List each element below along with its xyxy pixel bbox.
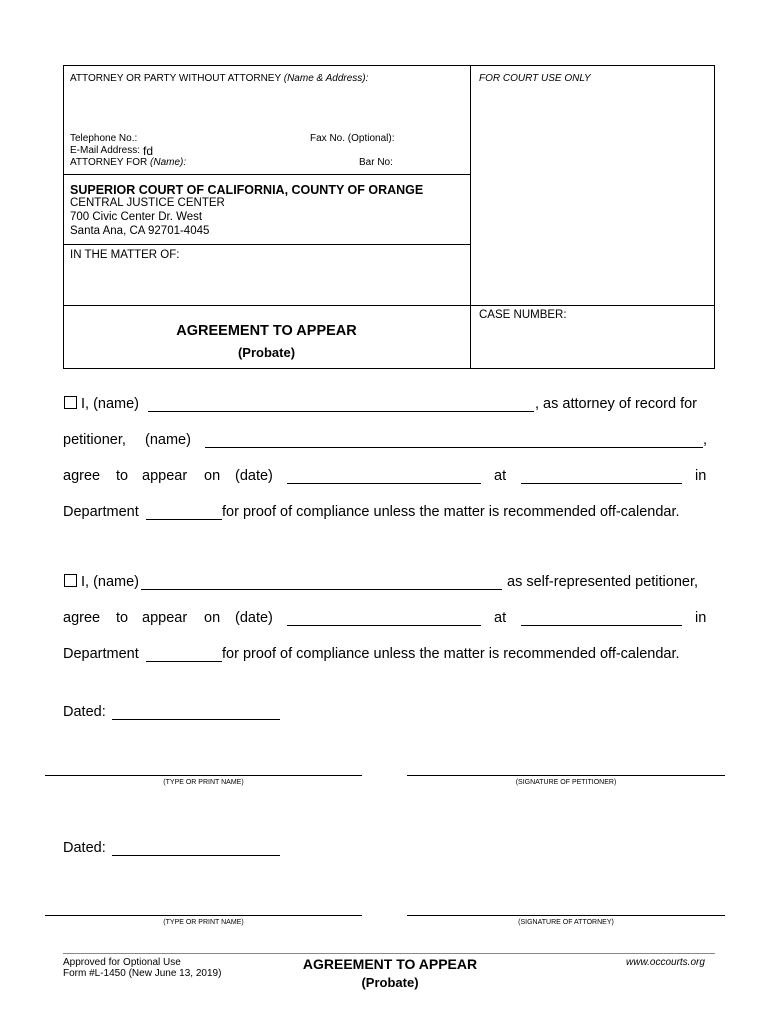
footer-title: AGREEMENT TO APPEAR xyxy=(302,956,478,972)
petitioner-name-label: (name) xyxy=(145,432,191,448)
website-link[interactable]: www.occourts.org xyxy=(626,957,705,968)
dated-field-2[interactable] xyxy=(112,855,280,856)
attorney-for-text: ATTORNEY FOR xyxy=(70,157,148,168)
court-street: 700 Civic Center Dr. West xyxy=(70,211,203,223)
dated-label-1: Dated: xyxy=(63,704,106,720)
self-represented-checkbox[interactable] xyxy=(64,574,77,587)
type-name-line-1[interactable] xyxy=(45,775,362,776)
attorney-label-note: (Name & Address): xyxy=(283,73,369,84)
approved-text: Approved for Optional Use xyxy=(63,957,181,968)
attorney-signature-line[interactable] xyxy=(407,915,725,916)
attorney-checkbox[interactable] xyxy=(64,396,77,409)
dated-field-1[interactable] xyxy=(112,719,280,720)
department-field[interactable] xyxy=(146,519,222,520)
self-represented-text: as self-represented petitioner, xyxy=(507,574,699,590)
petitioner-signature-line[interactable] xyxy=(407,775,725,776)
case-number-label: CASE NUMBER: xyxy=(479,309,567,321)
compliance-text: for proof of compliance unless the matter is recommended off-calendar. xyxy=(222,646,680,662)
attorney-for-label xyxy=(70,157,186,168)
email-label: E-Mail Address: xyxy=(70,145,141,156)
compliance-text: for proof of compliance unless the matter is recommended off-calendar. xyxy=(222,504,680,520)
at-text: at xyxy=(494,468,507,484)
department-field[interactable] xyxy=(146,661,222,662)
department-label: Department xyxy=(63,646,139,662)
bar-no-label: Bar No: xyxy=(359,157,393,168)
appear-time-field[interactable] xyxy=(521,483,682,484)
footer-divider xyxy=(63,953,715,954)
matter-label: IN THE MATTER OF: xyxy=(70,249,180,261)
court-name: SUPERIOR COURT OF CALIFORNIA, COUNTY OF ORANGE xyxy=(70,183,424,197)
court-matter-divider xyxy=(63,244,470,245)
attorney-signature-caption: (SIGNATURE OF ATTORNEY) xyxy=(518,919,614,926)
court-city: Santa Ana, CA 92701-4045 xyxy=(70,225,210,237)
caption-right-border xyxy=(714,65,715,368)
petitioner-label: petitioner, xyxy=(63,432,126,448)
caption-top-border xyxy=(63,65,715,66)
attorney-court-divider xyxy=(63,174,470,175)
fax-label: Fax No. (Optional): xyxy=(310,133,395,144)
petitioner-comma: , xyxy=(703,432,708,448)
appear-time-field[interactable] xyxy=(521,625,682,626)
matter-title-divider xyxy=(63,305,715,306)
type-name-caption-1: (TYPE OR PRINT NAME) xyxy=(163,779,244,786)
appear-date-field[interactable] xyxy=(287,625,481,626)
petitioner-name-field[interactable] xyxy=(205,447,703,448)
in-text: in xyxy=(695,468,707,484)
on-text: on xyxy=(204,610,221,626)
agree-text: agree xyxy=(63,610,101,626)
court-use-label: FOR COURT USE ONLY xyxy=(479,73,591,84)
self-name-label: I, (name) xyxy=(81,574,140,590)
on-text: on xyxy=(204,468,221,484)
appear-text: appear xyxy=(142,610,188,626)
attorney-for-note: (Name): xyxy=(150,157,187,168)
appear-date-field[interactable] xyxy=(287,483,481,484)
attorney-name-field[interactable] xyxy=(148,411,534,412)
in-text: in xyxy=(695,610,707,626)
telephone-label: Telephone No.: xyxy=(70,133,138,144)
date-label: (date) xyxy=(235,468,273,484)
footer-subtitle: (Probate) xyxy=(361,975,419,990)
form-title: AGREEMENT TO APPEAR xyxy=(176,323,357,339)
form-number: Form #L-1450 (New June 13, 2019) xyxy=(63,968,222,979)
department-label: Department xyxy=(63,504,139,520)
caption-bottom-border xyxy=(63,368,715,369)
dated-label-2: Dated: xyxy=(63,840,106,856)
appear-text: appear xyxy=(142,468,188,484)
form-subtitle: (Probate) xyxy=(237,345,296,360)
type-name-line-2[interactable] xyxy=(45,915,362,916)
type-name-caption-2: (TYPE OR PRINT NAME) xyxy=(163,919,244,926)
attorney-label-text: ATTORNEY OR PARTY WITHOUT ATTORNEY xyxy=(70,73,281,84)
caption-column-divider xyxy=(470,65,471,368)
court-center: CENTRAL JUSTICE CENTER xyxy=(70,197,225,209)
attorney-label xyxy=(70,73,368,84)
email-value[interactable]: fd xyxy=(143,144,154,158)
attorney-name-label: I, (name) xyxy=(81,396,140,412)
self-name-field[interactable] xyxy=(141,589,502,590)
to-text: to xyxy=(116,610,129,626)
petitioner-signature-caption: (SIGNATURE OF PETITIONER) xyxy=(515,779,617,786)
agree-text: agree xyxy=(63,468,101,484)
attorney-of-record-text: , as attorney of record for xyxy=(535,396,697,412)
at-text: at xyxy=(494,610,507,626)
date-label: (date) xyxy=(235,610,273,626)
to-text: to xyxy=(116,468,129,484)
